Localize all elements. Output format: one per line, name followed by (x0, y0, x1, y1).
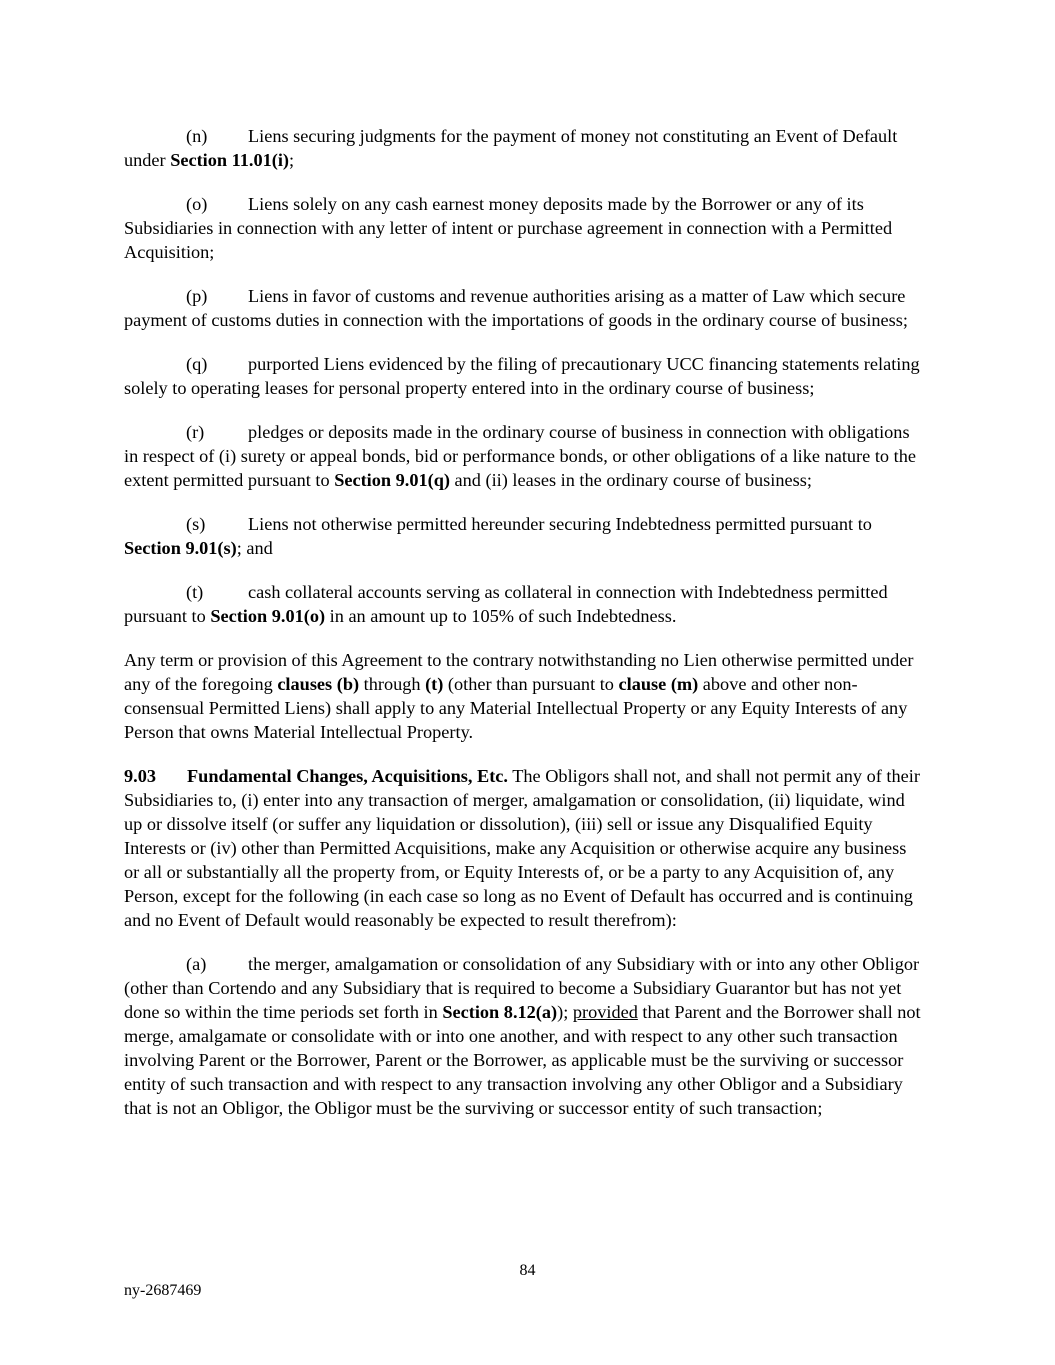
clause-p: (p) Liens in favor of customs and revenue authorities arising as a matter of Law which secure payment of customs duties in connection with the importations of goods in the ordinary course of business; (124, 286, 908, 330)
clause-t: (t) cash collateral accounts serving as collateral in connection with Indebtedness permitted pursuant to Section 9.01(o) in an amount up to 105% of such Indebtedness. (124, 582, 888, 626)
clause-r: (r) pledges or deposits made in the ordinary course of business in connection with obligations in respect of (i) surety or appeal bonds, bid or performance bonds, or other obligations of a like nature to the extent permitted pursuant to Section 9.01(q) and (ii) leases in the ordinary course of business; (124, 422, 916, 490)
clause-n: (n) Liens securing judgments for the payment of money not constituting an Event of Default under Section 11.01(i); (124, 126, 898, 170)
clause-q: (q) purported Liens evidenced by the filing of precautionary UCC financing statements relating solely to operating leases for personal property entered into in the ordinary course of business; (124, 354, 920, 398)
section-number: 9.03 (124, 766, 156, 786)
page-number: 84 (519, 1262, 536, 1279)
proviso-paragraph: Any term or provision of this Agreement to the contrary notwithstanding no Lien otherwise permitted under any of the foregoing clauses (b) through (t) (other than pursuant to clause (m) above and other non-consensual Permitted Liens) shall apply to any Material Intellectual Property or any Equity Interests of any Person that owns Material Intellectual Property. (124, 650, 914, 742)
document-body (124, 124, 924, 1140)
section-heading: Fundamental Changes, Acquisitions, Etc. (187, 766, 508, 786)
document-id: ny-2687469 (124, 1282, 202, 1299)
clause-a: (a) the merger, amalgamation or consolidation of any Subsidiary with or into any other Obligor (other than Cortendo and any Subsidiary that is required to become a Subsidiary Guarantor but has not yet done so within the time periods set forth in Section 8.12(a)); provided that Parent and the Borrower shall not merge, amalgamate or consolidate with or into one another, and with respect to any other such transaction involving Parent or the Borrower, Parent or the Borrower, as applicable must be the surviving or successor entity of such transaction and with respect to any transaction involving any other Obligor and a Subsidiary that is not an Obligor, the Obligor must be the surviving or successor entity of such transaction; (124, 954, 921, 1118)
clause-o: (o) Liens solely on any cash earnest money deposits made by the Borrower or any of its Subsidiaries in connection with any letter of intent or purchase agreement in connection with a Permitted Acquisition; (124, 194, 893, 262)
clause-s: (s) Liens not otherwise permitted hereunder securing Indebtedness permitted pursuant to Section 9.01(s); and (124, 514, 872, 558)
section-9-03: 9.03 Fundamental Changes, Acquisitions, Etc. The Obligors shall not, and shall not permit any of their Subsidiaries to, (i) enter into any transaction of merger, amalgamation or consolidation, (ii) liquidate, wind up or dissolve itself (or suffer any liquidation or dissolution), (iii) sell or issue any Disqualified Equity Interests or (iv) other than Permitted Acquisitions, make any Acquisition or otherwise acquire any business or all or substantially all the property from, or Equity Interests of, or be a party to any Acquisition of, any Person, except for the following (in each case so long as no Event of Default has occurred and is continuing and no Event of Default would reasonably be expected to result therefrom): (124, 766, 920, 930)
